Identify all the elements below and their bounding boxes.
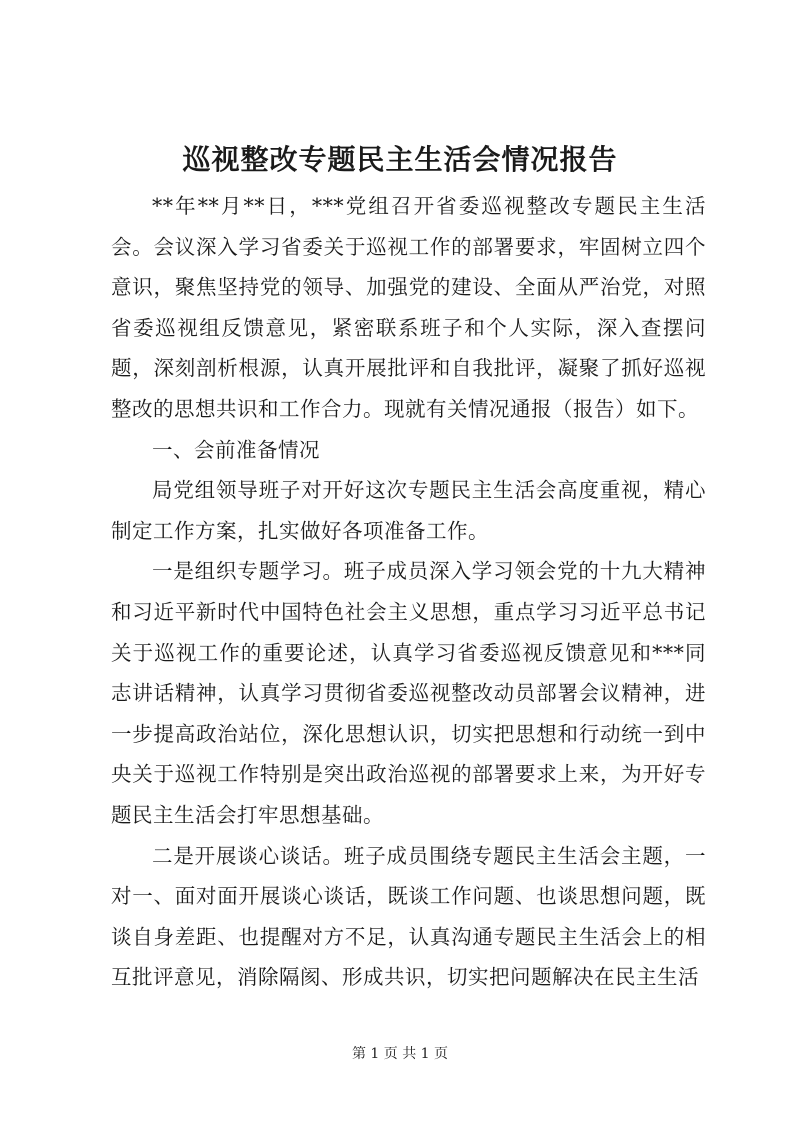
section-heading: 一、会前准备情况 (152, 437, 320, 462)
page-footer: 第 1 页 共 1 页 (351, 1046, 449, 1062)
document-title: 巡视整改专题民主生活会情况报告 (182, 143, 618, 176)
document-body (111, 186, 706, 998)
body-paragraph: 局党组领导班子对开好这次专题民主生活会高度重视，精心制定工作方案，扎实做好各项准备工作。 (111, 478, 706, 543)
intro-paragraph: **年**月**日，***党组召开省委巡视整改专题民主生活会。会议深入学习省委关于巡视工作的部署要求，牢固树立四个意识，聚焦坚持党的领导、加强党的建设、全面从严治党，对照省委巡视组反馈意见，紧密联系班子和个人实际，深入查摆问题，深刻剖析根源，认真开展批评和自我批评，凝聚了抓好巡视整改的思想共识和工作合力。现就有关情况通报（报告）如下。 (111, 194, 706, 421)
body-paragraph: 一是组织专题学习。班子成员深入学习领会党的十九大精神和习近平新时代中国特色社会主义思想，重点学习习近平总书记关于巡视工作的重要论述，认真学习省委巡视反馈意见和***同志讲话精神，认真学习贯彻省委巡视整改动员部署会议精神，进一步提高政治站位，深化思想认识，切实把思想和行动统一到中央关于巡视工作特别是突出政治巡视的部署要求上来，为开好专题民主生活会打牢思想基础。 (111, 559, 706, 827)
body-paragraph: 二是开展谈心谈话。班子成员围绕专题民主生活会主题，一对一、面对面开展谈心谈话，既谈工作问题、也谈思想问题，既谈自身差距、也提醒对方不足，认真沟通专题民主生活会上的相互批评意见，消除隔阂、形成共识，切实把问题解决在民主生活 (111, 843, 706, 990)
